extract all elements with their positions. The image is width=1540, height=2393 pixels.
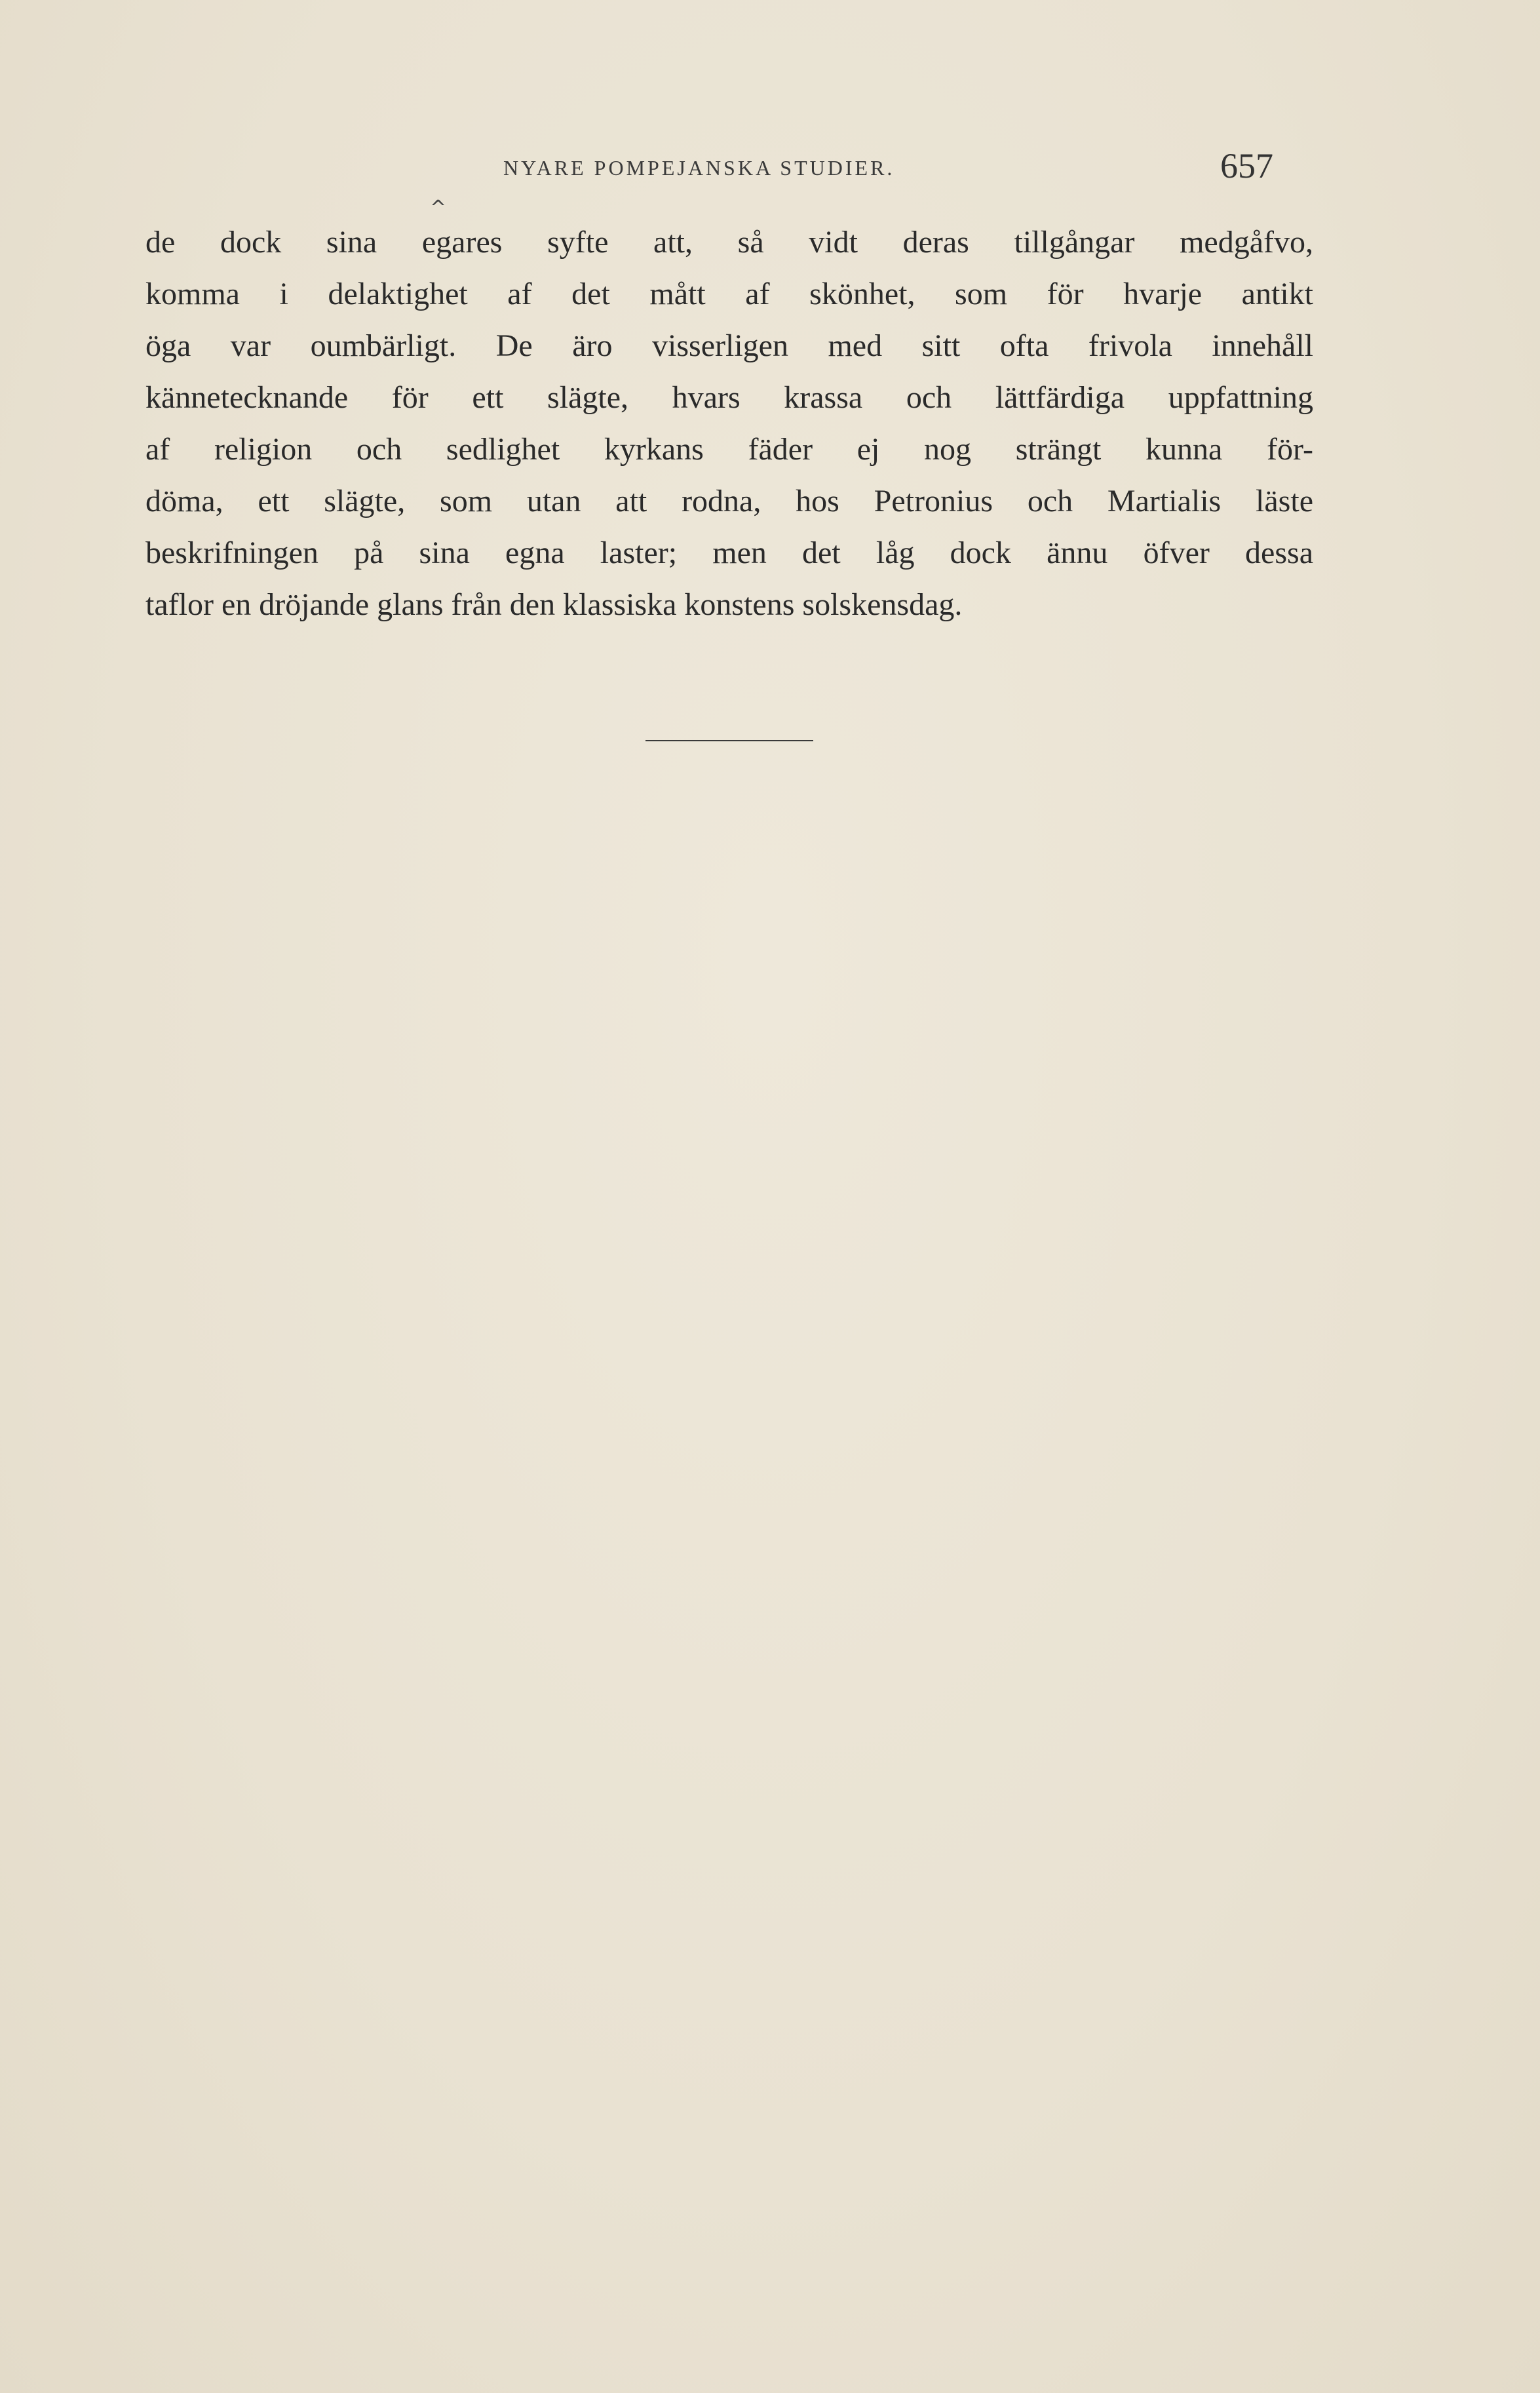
text-line: de dock sina egares syfte att, så vidt deras tillgångar medgåfvo,	[145, 225, 1313, 260]
running-head: NYARE POMPEJANSKA STUDIER.	[503, 156, 895, 180]
text-line: taflor en dröjande glans från den klassiska konstens solskensdag.	[145, 587, 963, 622]
text-line: öga var oumbärligt. De äro visserligen med sitt ofta frivola innehåll	[145, 328, 1313, 363]
page-number: 657	[1220, 146, 1273, 185]
text-line: kännetecknande för ett slägte, hvars krassa och lättfärdiga uppfattning	[145, 380, 1313, 415]
text-line: af religion och sedlighet kyrkans fäder ej nog strängt kunna för-	[145, 432, 1313, 467]
handwritten-caret-mark: ^	[430, 197, 447, 220]
text-line: beskrifningen på sina egna laster; men det låg dock ännu öfver dessa	[145, 535, 1313, 570]
text-line: döma, ett slägte, som utan att rodna, hos Petronius och Martialis läste	[145, 484, 1313, 518]
text-line: komma i delaktighet af det mått af skönhet, som för hvarje antikt	[145, 277, 1313, 311]
section-end-rule	[645, 740, 813, 741]
body-paragraph	[145, 216, 1313, 631]
